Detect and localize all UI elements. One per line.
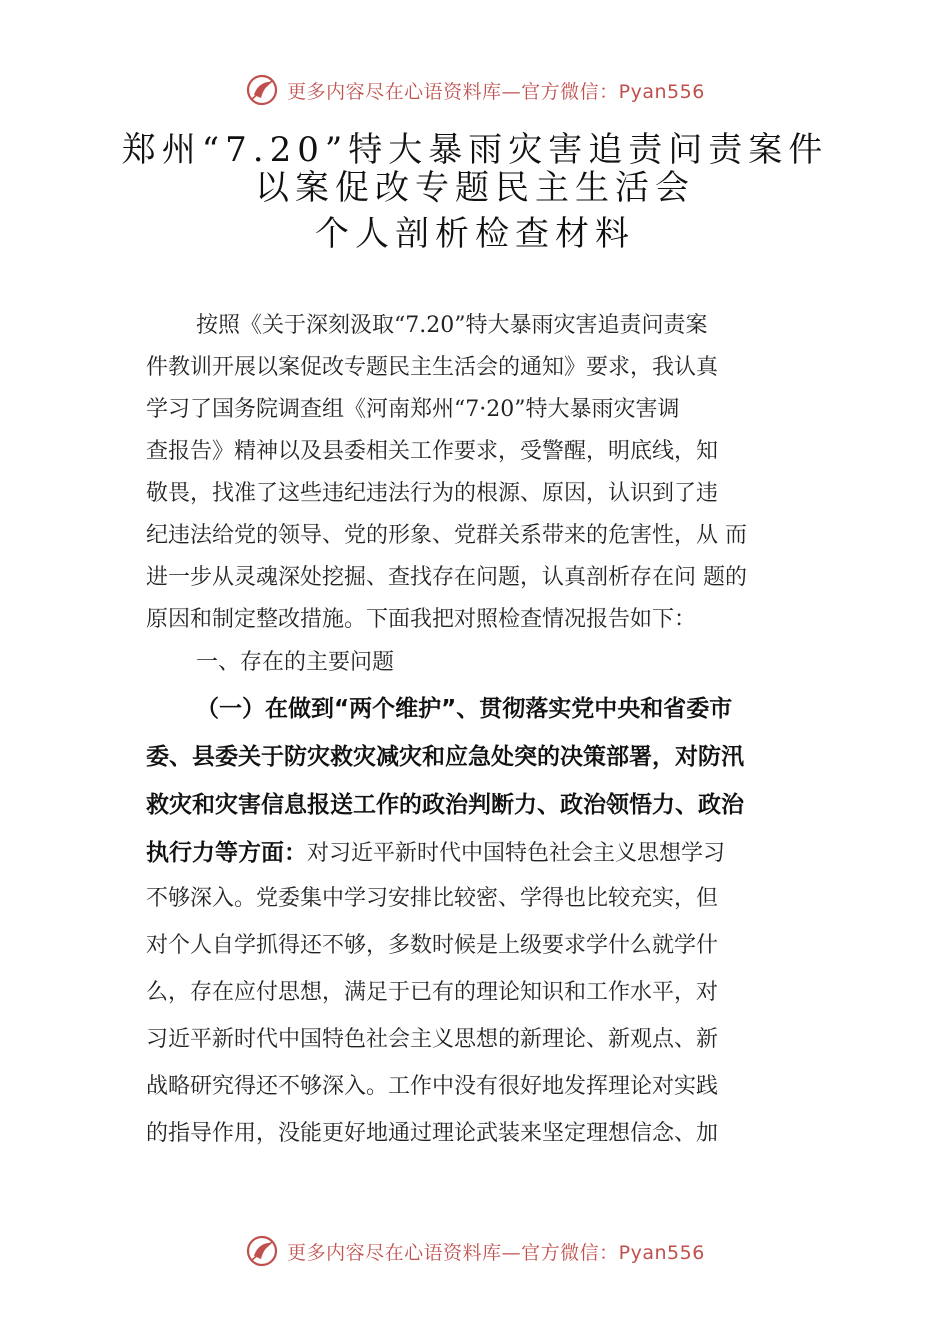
section-1-line: 习近平新时代中国特色社会主义思想的新理论、新观点、新 <box>146 1027 719 1052</box>
watermark-text: 更多内容尽在心语资料库—官方微信：Pyan556 <box>287 80 705 103</box>
section-1-line: 战略研究得还不够深入。工作中没有很好地发挥理论对实践 <box>146 1074 719 1099</box>
section-1-bold-line: 委、县委关于防灾救灾减灾和应急处突的决策部署，对防汛 <box>146 744 744 770</box>
intro-line: 原因和制定整改措施。下面我把对照检查情况报告如下： <box>146 607 697 632</box>
wechat-id: Pyan556 <box>618 80 705 103</box>
title-line-1: 郑州“7.20”特大暴雨灾害追责问责案件 <box>121 130 829 170</box>
section-1-mixed-line <box>146 834 725 867</box>
section-1-first-text: 对习近平新时代中国特色社会主义思想学习 <box>307 841 726 866</box>
title-line-3: 个人剖析检查材料 <box>315 214 635 254</box>
section-1-line: 不够深入。党委集中学习安排比较密、学得也比较充实，但 <box>146 886 719 911</box>
intro-line: 敬畏，找准了这些违纪违法行为的根源、原因，认识到了违 <box>146 481 719 506</box>
section-1-line: 的指导作用，没能更好地通过理论武装来坚定理想信念、加 <box>146 1121 719 1146</box>
section-1-line: 么，存在应付思想，满足于已有的理论知识和工作水平，对 <box>146 980 719 1005</box>
intro-line: 件教训开展以案促改专题民主生活会的通知》要求，我认真 <box>146 355 719 380</box>
logo-icon <box>245 1234 279 1268</box>
logo-icon <box>245 73 279 107</box>
watermark-banner-top <box>0 70 950 110</box>
wechat-id: Pyan556 <box>618 1241 705 1264</box>
intro-line: 查报告》精神以及县委相关工作要求，受警醒，明底线，知 <box>146 439 719 464</box>
section-1-bold-line: （一）在做到“两个维护”、贯彻落实党中央和省委市 <box>196 696 733 722</box>
intro-line: 纪违法给党的领导、党的形象、党群关系带来的危害性，从 而 <box>146 523 747 548</box>
section-1-bold-line: 救灾和灾害信息报送工作的政治判断力、政治领悟力、政治 <box>146 792 744 818</box>
title-line-2: 以案促改专题民主生活会 <box>255 168 695 208</box>
intro-line: 学习了国务院调查组《河南郑州“7·20”特大暴雨灾害调 <box>146 397 680 422</box>
section-1-line: 对个人自学抓得还不够，多数时候是上级要求学什么就学什 <box>146 933 719 958</box>
intro-line: 进一步从灵魂深处挖掘、查找存在问题，认真剖析存在问 题的 <box>146 565 747 590</box>
intro-line: 按照《关于深刻汲取“7.20”特大暴雨灾害追责问责案 <box>196 313 708 338</box>
section-heading: 一、存在的主要问题 <box>196 650 395 675</box>
watermark-banner-bottom <box>0 1231 950 1271</box>
watermark-text: 更多内容尽在心语资料库—官方微信：Pyan556 <box>287 1241 705 1264</box>
section-1-bold-tail: 执行力等方面： <box>146 840 307 866</box>
